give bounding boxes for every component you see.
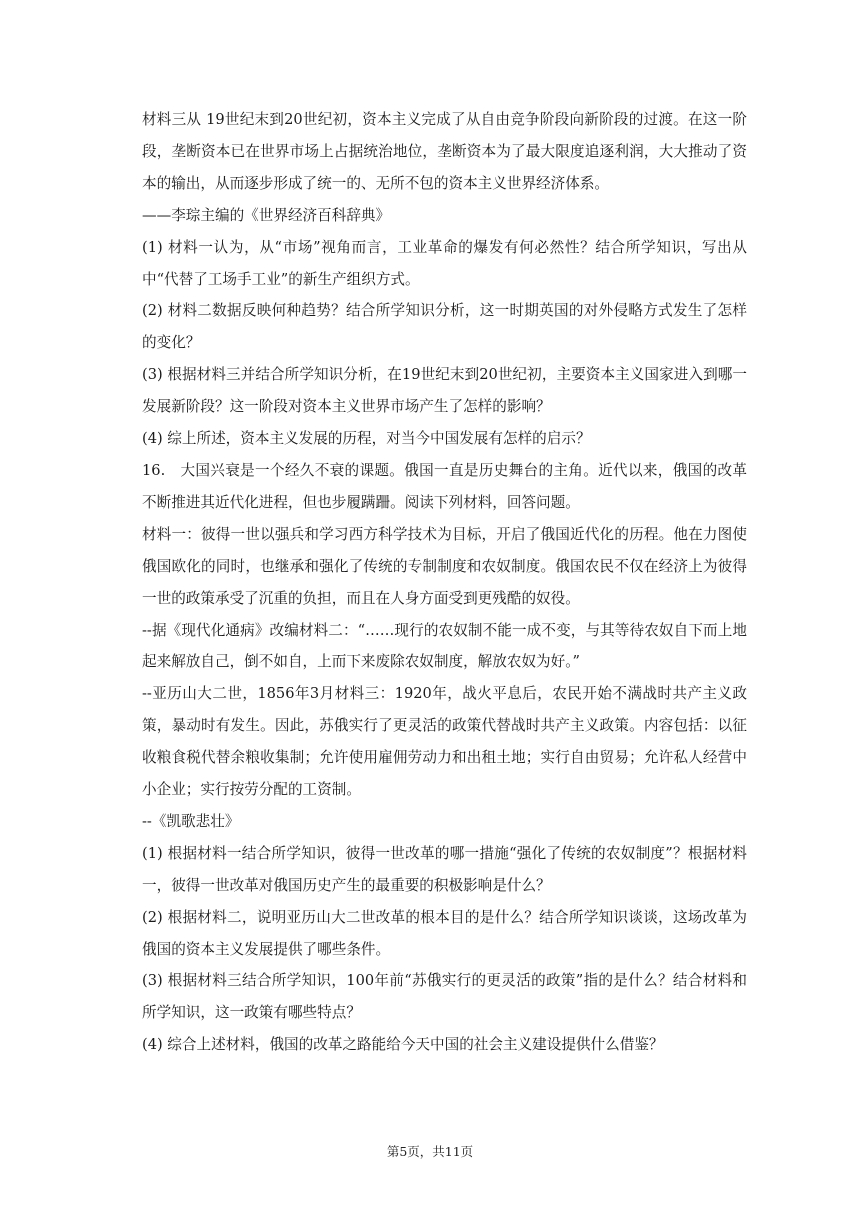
material-three-paragraph: 材料三从 19世纪末到20世纪初，资本主义完成了从自由竞争阶段向新阶段的过渡。在这一阶段，垄断资本已在世界市场上占据统治地位，垄断资本为了最大限度追逐利润，大大推动了资本的输出，从而逐步形成了统一的、无所不包的资本主义世界经济体系。: [142, 111, 747, 192]
question-16-2: (2) 根据材料二，说明亚历山大二世改革的根本目的是什么？结合所学知识谈谈，这场改革为俄国的资本主义发展提供了哪些条件。: [142, 908, 747, 958]
material-three-nep-paragraph: --亚历山大二世，1856年3月材料三：1920年，战火平息后，农民开始不满战时共产主义政策，暴动时有发生。因此，苏俄实行了更灵活的政策代替战时共产主义政策。内容包括：以征收粮食税代替余粮收集制；允许使用雇佣劳动力和出租土地；实行自由贸易；允许私人经营中小企业；实行按劳分配的工资制。: [142, 685, 747, 799]
material-one-paragraph: 材料一：彼得一世以强兵和学习西方科学技术为目标，开启了俄国近代化的历程。他在力图使俄国欧化的同时，也继承和强化了传统的专制制度和农奴制度。俄国农民不仅在经济上为彼得一世的政策承受了沉重的负担，而且在人身方面受到更残酷的奴役。: [142, 525, 747, 607]
question-16-intro: 16. 大国兴衰是一个经久不衰的课题。俄国一直是历史舞台的主角。近代以来，俄国的改革不断推进其近代化进程，但也步履蹒跚。阅读下列材料，回答问题。: [142, 461, 747, 511]
material-two-paragraph: --据《现代化通病》改编材料二：“……现行的农奴制不能一成不变，与其等待农奴自下而上地起来解放自己，倒不如自，上而下来废除农奴制度，解放农奴为好。”: [142, 621, 747, 671]
page-number-footer: 第5页，共11页: [386, 1144, 474, 1159]
question-15-2: (2) 材料二数据反映何种趋势？结合所学知识分析，这一时期英国的对外侵略方式发生了怎样的变化？: [142, 302, 747, 352]
question-15-4: (4) 综上所述，资本主义发展的历程，对当今中国发展有怎样的启示？: [142, 430, 591, 448]
citation-encyclopedia: ——李琮主编的《世界经济百科辞典》: [142, 206, 391, 224]
question-16-4: (4) 综合上述材料，俄国的改革之路能给今天中国的社会主义建设提供什么借鉴？: [142, 1036, 664, 1054]
question-16-1: (1) 根据材料一结合所学知识，彼得一世改革的哪一措施“强化了传统的农奴制度”？根据材料一，彼得一世改革对俄国历史产生的最重要的积极影响是什么？: [142, 844, 747, 894]
citation-kaige: --《凯歌悲壮》: [142, 812, 240, 830]
question-16-3: (3) 根据材料三结合所学知识，100年前“苏俄实行的更灵活的政策”指的是什么？结合材料和所学知识，这一政策有哪些特点？: [142, 972, 747, 1022]
question-15-1: (1) 材料一认为，从“市场”视角而言，工业革命的爆发有何必然性？结合所学知识，写出从中“代替了工场手工业”的新生产组织方式。: [142, 238, 747, 288]
page-content: [142, 104, 747, 1061]
question-15-3: (3) 根据材料三并结合所学知识分析，在19世纪末到20世纪初，主要资本主义国家进入到哪一发展新阶段？这一阶段对资本主义世界市场产生了怎样的影响？: [142, 366, 747, 416]
